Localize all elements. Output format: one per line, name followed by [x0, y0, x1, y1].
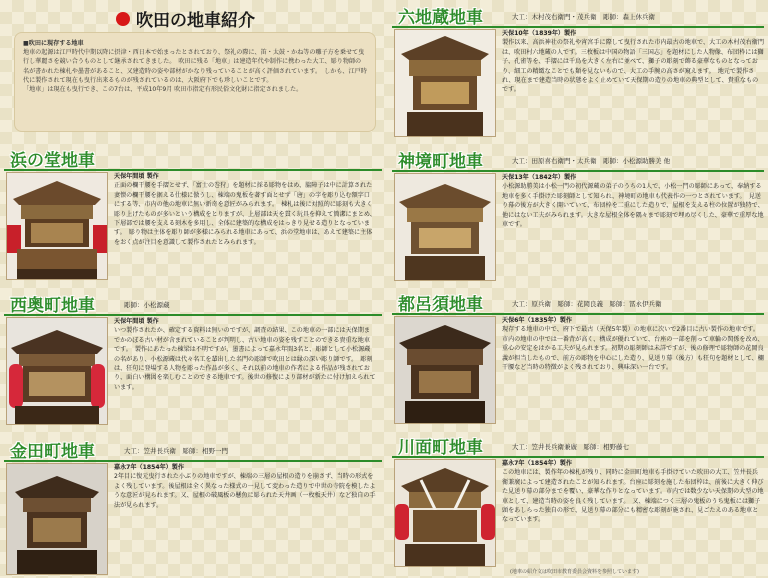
section-description [502, 459, 764, 525]
section-date: 天保年間頃 製作 [114, 173, 159, 180]
section-header [392, 2, 764, 28]
section-credit: 大工：笠井長兵衛兼廣 彫師：相野藤七 [512, 443, 629, 451]
section-rokujizo [392, 2, 764, 94]
section-credit: 大工：木村茂右衛門・茂兵衛 彫師：森上休兵衛 [512, 13, 655, 21]
section-kanadacho [4, 436, 382, 509]
intro-heading: ■吹田に現存する地車 [23, 40, 84, 47]
section-torosu [392, 289, 764, 372]
section-text: 2年目に復元曳行された小ぶりの地車ですが、棟端の三層の屋根の造りを崩さず、当時の形式をよく残しています。後屋根は全く異なった様式の一見して変わった造りで中世の寺院を模したような意匠が見られます。又、屋根の破風板の懸魚に彫られた天井画（一枚板天井）など独自の手法が見られます。 [114, 473, 376, 509]
section-header [4, 145, 382, 171]
section-header [392, 146, 764, 172]
danjiri-photo [394, 29, 496, 137]
right-column [392, 0, 764, 578]
section-date: 天保年間頃 製作 [114, 318, 159, 325]
left-column [4, 0, 382, 578]
section-description [114, 317, 376, 392]
section-credit: 大工：原兵衛 彫師：花岡良義 彫師：冨永伊兵衛 [512, 300, 662, 308]
section-date: 天保13年（1842年）製作 [502, 174, 577, 181]
page-title-text: 吹田の地車紹介 [136, 11, 255, 31]
danjiri-photo [6, 463, 108, 575]
section-kawazuracho [392, 432, 764, 524]
section-text: 製作以来、高浜神社の祭礼や宵宮手に際して曳行された市内最古の地車で、大工の木村茂右衛門は、吹田村六地蔵の人です。三枚板は中国の物語「三国志」を題材にした人物像、布団枠には獅子、孔雀等を、手摺には千鳥を大きく左右に並べて、獅子の彫刻で飾る豪華なものとなっており、細工の精緻なことでも類を見ないもので、大工の手腕の高さが窺えます。 地元で製作され、現在まで建造当時の状態をよく止めていて天保期の造りの地車の典型として、貴重なものです。 [502, 39, 764, 94]
section-credit: 大工：田原喜右衛門・太兵衛 彫師：小松源助勝美 他 [512, 157, 671, 165]
section-title: 西奥町地車 [10, 296, 95, 316]
page-title [116, 6, 255, 31]
section-date: 嘉永7年（1854年）製作 [502, 460, 572, 467]
section-text: 現存する地車の中で、府下で最古（天保5年製）の地車に次いで2番目に古い製作の地車です。市内の地車の中では一番背が高く、構成が優れていて、台座の一部を削って車輪の関係を改め、重心の安定をはかる工夫が見られます。初期の彫刻師は未詳ですが、後の修理で彫物師の花岡良義が担当したもので、前方の彫物を中心にした造り、見送り幕（後方）も狂句を題材として、欄干腰など当時の特徴がよく残されており、興味深い一台です。 [502, 326, 764, 372]
section-text: 正面の欄干腰を手摺とせず、「富士の巻狩」を題材に採る彫物をはめ、脇障子は中に計算された妻懐の欄干腰を据える仕様に倣うし、棟端の鬼板を著す面とせず「唐」の字を彫り込む額字口にする等、市内の他の地車に無い新奇を意匠がみられます。 棟札は後に対照的に彫刻も大きく彫り上げたものが多いという構成をとりますが、上層部は天を貫く玩具を抑えて簡潔にまとめ、下層部では腰を支える刻木を多用し、全体に建築的な構成をはっきり見せる造りとなっています。 彫り物は主体を彫り師が多様にみられる地車にあって、浜の堂地車は、あえて建築に主体をおく点が注目を意識して製作されたとみられます。 [114, 182, 376, 246]
section-description [114, 172, 376, 247]
section-title: 都呂須地車 [398, 295, 483, 315]
section-description [502, 173, 764, 229]
danjiri-photo [394, 316, 496, 424]
section-header [4, 436, 382, 462]
section-text: 小松源助勝美は小松一門の初代源蔵の弟子のうちの1人で、小松一門の彫師にあって、奉納する地車を多く手掛けた彫刻師として知られ、神境町の地車も代表作の一つとされています。 見送り幕の後方が大きく開いていて、布団枠を二重にした造りで、屋根を支える柱の位置が独特で、他にはない工夫がみられます。大きな屋根全体を隅々まで彫刻で埋め尽くした、豪華で重厚な地車です。 [502, 183, 764, 229]
section-description [114, 463, 376, 510]
danjiri-photo [6, 172, 108, 280]
section-title: 神境町地車 [398, 152, 483, 172]
section-title: 六地蔵地車 [398, 8, 483, 28]
section-nishiokucho [4, 290, 382, 391]
footnote: (地車の紹介文は吹田市教育委員会資料を参照しています) [510, 569, 639, 575]
section-text: いつ製作されたか、確定する資料は無いのですが、調査の結果、この地車の一部には天保期までかのぼる古い材が含まれていることが判明し、古い地車の姿を残すことのできる貴重な地車です。 製作にあたった棟梁は不明ですが、墨書によって嘉永年間3名と、彫師として小松源蔵の名があり、小松源蔵は代々名工を輩出した名門の彫師で吹田とは縁の深い彫り師です。 彫刻は、狂句に登場する人物を彫った作品が多く、それ以前の地車の作者による作品が残されており、面白い構図を楽しむことのできる地車です。後世の修復により部材が新たに付け加えられています。 [114, 327, 376, 391]
section-description [502, 29, 764, 95]
section-text: この地車には、製作年の棟札が残り、同時に金田町地車も手掛けていた吹田の大工、笠井長兵衛兼廣によって建造されたことが知られます。台座に彫刻を施した布団枠は、前後に大きく伸びた見送り幕の部分までを覆い、豪華な作りとなっています。市内では数少ない天保期の大型の地車として、建造当時の姿を良く残しています。 又、棟端につく三層の鬼板のうち鬼板には獅子頭をあしらった独自の形で、見送り幕の部分にも精密な彫刻が施され、見ごたえのある地車となっています。 [502, 469, 764, 524]
red-dot-icon [116, 12, 130, 26]
section-date: 天保6年（1835年）製作 [502, 317, 572, 324]
danjiri-photo [394, 173, 496, 281]
section-date: 天保10年（1839年）製作 [502, 30, 577, 37]
section-header [392, 432, 764, 458]
section-credit: 大工：笠井長兵衛 彫師：相野一門 [124, 447, 228, 455]
intro-body: 地車の起源は江戸時代中期以降に摂津・西日本で始まったとされており、祭礼の際に、笛・太鼓・かね等の囃子方を乗せて曳行し華麗さを競い合うものとして継承されてきました。 吹田に残る「地車」は建造年代や制作に携わった大工、彫り物師の名が書かれた棟札や墨書があること、又建造時の姿や部材がかなり残っていることが高く評価されています。 しかも、江戸時代に製作されて現在も曳行出来るものが残されているのは、大阪府下でも珍しいことです。 [23, 49, 367, 84]
section-description [502, 316, 764, 372]
section-header [4, 290, 382, 316]
danjiri-photo [6, 317, 108, 425]
section-title: 川面町地車 [398, 438, 483, 458]
danjiri-photo [394, 459, 496, 567]
section-title: 金田町地車 [10, 442, 95, 462]
section-date: 嘉永7年（1854年）製作 [114, 464, 184, 471]
section-credit: 彫師：小松源蔵 [124, 301, 170, 309]
section-header [392, 289, 764, 315]
section-title: 浜の堂地車 [10, 151, 95, 171]
section-hamanodo [4, 145, 382, 246]
intro-note: 「地車」は現在も曳行でき、この7台は、平成10年9月 吹田市指定有形民俗文化財に指定されました。 [23, 86, 303, 94]
section-shinzaicho [392, 146, 764, 229]
intro-box [14, 32, 376, 132]
